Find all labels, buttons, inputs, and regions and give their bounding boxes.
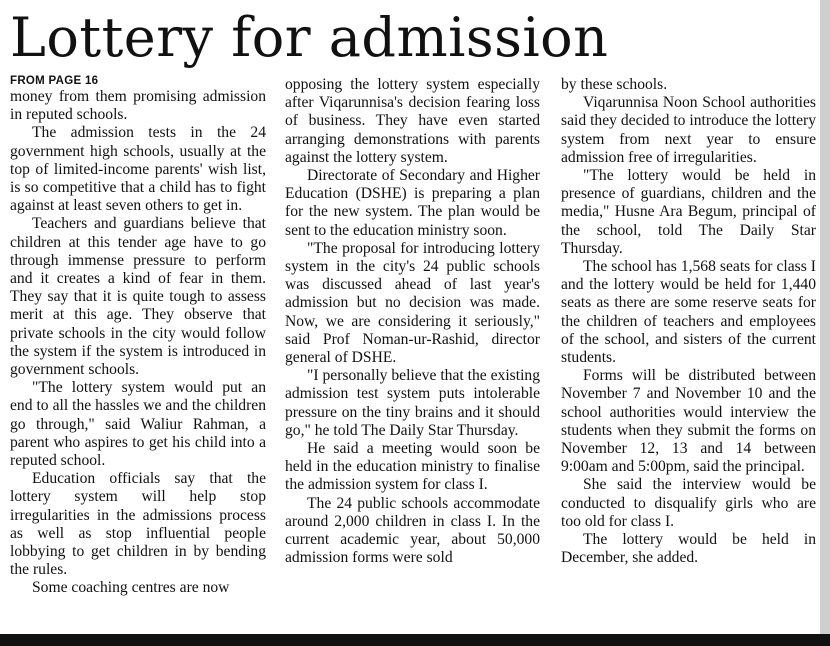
- paragraph: Teachers and guardians believe that children at this tender age have to go through immense pressure to perform and it creates a kind of fear in them. They say that it is quite tough to assess merit at this age. They observe that private schools in the city would follow the system if the system is introduced in government schools.: [10, 215, 266, 379]
- paragraph: The school has 1,568 seats for class I and the lottery would be held for 1,440 seats as there are some reserve seats for the children of teachers and employees of the school, and sisters of the current students.: [561, 258, 816, 367]
- paragraph: He said a meeting would soon be held in the education ministry to finalise the admission system for class I.: [285, 440, 540, 494]
- paragraph: "The proposal for introducing lottery system in the city's 24 public schools was discussed ahead of last year's admission but no decision was made. Now, we are considering it seriously," said Prof Noman-ur-Rashid, director general of DSHE.: [285, 239, 540, 367]
- paragraph: She said the interview would be conducted to disqualify girls who are too old for class I.: [561, 476, 816, 530]
- paragraph: by these schools.: [561, 76, 668, 93]
- jump-line: FROM PAGE 16: [10, 75, 99, 87]
- paragraph: money from them promising admission in reputed schools.: [10, 88, 266, 124]
- paragraph: The lottery would be held in December, she added.: [561, 531, 816, 567]
- paragraph: Some coaching centres are now: [32, 579, 230, 597]
- paragraph: Viqarunnisa Noon School authorities said they decided to introduce the lottery system from next year to ensure admission free of irregularities.: [561, 94, 816, 166]
- paragraph: Education officials say that the lottery system will help stop irregularities in the admissions process as well as stop influential people lobbying to get children in by bending the rules.: [10, 470, 266, 579]
- column-1: [10, 74, 266, 598]
- column-2: [285, 76, 540, 567]
- page-bottom-border: [0, 634, 830, 646]
- paragraph: The admission tests in the 24 government high schools, usually at the top of limited-income parents' wish list, is so competitive that a child has to fight against at least seven others to get in.: [10, 124, 266, 215]
- column-3: [561, 76, 816, 567]
- paragraph: "The lottery would be held in presence of guardians, children and the media," Husne Ara Begum, principal of the school, told The Daily Star Thursday.: [561, 167, 816, 257]
- paragraph: The 24 public schools accommodate around 2,000 children in class I. In the current academic year, about 50,000 admission forms were sold: [285, 494, 540, 567]
- page-edge-shadow: [820, 0, 830, 646]
- paragraph: Directorate of Secondary and Higher Education (DSHE) is preparing a plan for the new system. The plan would be sent to the education ministry soon.: [285, 167, 540, 239]
- paragraph: opposing the lottery system especially after Viqarunnisa's decision fearing loss of business. They have even started arranging demonstrations with parents against the lottery system.: [285, 76, 540, 166]
- paragraph: "The lottery system would put an end to all the hassles we and the children go through," said Waliur Rahman, a parent who aspires to get his child into a reputed school.: [10, 379, 266, 470]
- article-headline: Lottery for admission: [10, 6, 609, 69]
- paragraph: Forms will be distributed between November 7 and November 10 and the school authorities would interview the students when they submit the forms on November 12, 13 and 14 between 9:00am and 5:00pm, said the principal.: [561, 367, 816, 476]
- paragraph: "I personally believe that the existing admission test system puts intolerable pressure on the tiny brains and it should go," he told The Daily Star Thursday.: [285, 367, 540, 439]
